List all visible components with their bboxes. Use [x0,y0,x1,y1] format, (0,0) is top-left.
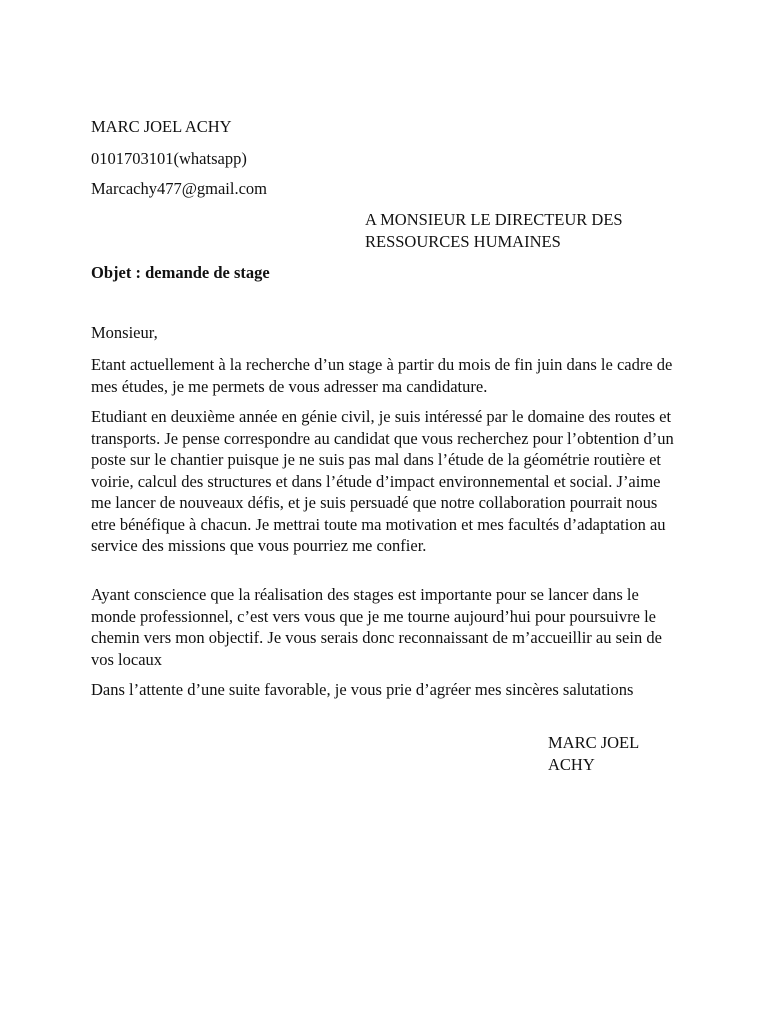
salutation: Monsieur, [91,323,158,342]
sender-name: MARC JOEL ACHY [91,117,232,136]
recipient-block [365,209,705,252]
subject-line: Objet : demande de stage [91,263,270,282]
recipient-line-1: A MONSIEUR LE DIRECTEUR DES [365,210,623,229]
signature: MARC JOEL ACHY [548,733,639,774]
paragraph-3: Ayant conscience que la réalisation des stages est importante pour se lancer dans le monde professionnel, c’est vers vous que je me tourne aujourd’hui pour poursuivre le chemin vers mon objectif. Je vous serais donc reconnaissant de m’accueillir au sein de vos locaux [91,585,662,669]
paragraph-4: Dans l’attente d’une suite favorable, je vous prie d’agréer mes sincères salutations [91,680,634,699]
sender-phone: 0101703101(whatsapp) [91,149,247,168]
recipient-line-2: RESSOURCES HUMAINES [365,231,561,251]
paragraph-2: Etudiant en deuxième année en génie civil, je suis intéressé par le domaine des routes et transports. Je pense correspondre au candidat que vous recherchez pour l’obtention d’un poste sur le chantier puisque je ne suis pas mal dans l’étude de la géométrie routière et voirie, calcul des structures et dans l’étude d’impact environnemental et social. J’aime me lancer de nouveaux défis, et je suis persuadé que notre collaboration pourrait nous etre bénéfique à chacun. Je mettrai toute ma motivation et mes facultés d’adaptation au service des missions que vous pourriez me confier. [91,407,674,555]
paragraph-1: Etant actuellement à la recherche d’un stage à partir du mois de fin juin dans le cadre de mes études, je me permets de vous adresser ma candidature. [91,355,673,396]
sender-email: Marcachy477@gmail.com [91,179,268,198]
